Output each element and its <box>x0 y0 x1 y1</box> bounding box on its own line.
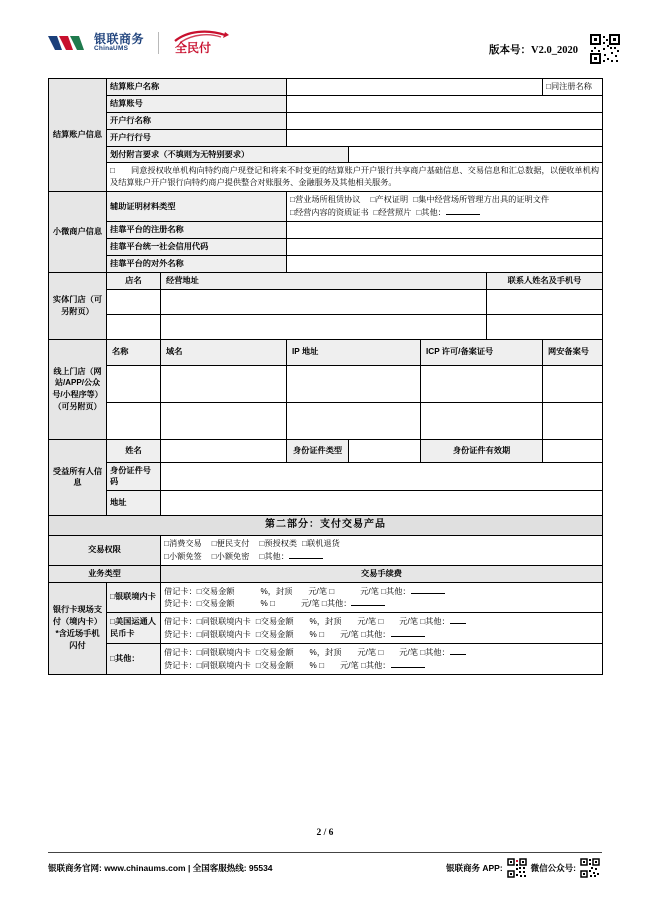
debit-pct: %，封顶 <box>309 648 342 658</box>
settlement-account-number-label: 结算账号 <box>107 95 287 112</box>
owner-address-input[interactable] <box>161 491 603 516</box>
online-store-name-input-2[interactable] <box>107 402 161 439</box>
table-row <box>49 535 603 565</box>
physical-store-section-label: 实体门店（可另附页） <box>49 272 107 339</box>
credit-unit1[interactable]: 元/笔 □其他： <box>300 599 352 609</box>
permission-option-online-refund[interactable]: □联机退货 <box>302 538 340 548</box>
physical-store-address-input-1[interactable] <box>161 289 487 314</box>
online-store-icp-input-2[interactable] <box>421 402 543 439</box>
table-row <box>49 255 603 272</box>
credit-prefix: 贷记卡： <box>164 599 197 609</box>
online-store-ip-input-1[interactable] <box>287 365 421 402</box>
table-row <box>49 365 603 402</box>
debit-same-unionpay-checkbox[interactable]: □同银联境内卡 <box>196 648 251 658</box>
online-store-name-input-1[interactable] <box>107 365 161 402</box>
credit-pct[interactable]: % □ <box>260 599 275 609</box>
table-row <box>49 339 603 365</box>
bank-code-label: 开户行行号 <box>107 129 287 146</box>
material-other-input[interactable] <box>446 206 480 215</box>
credit-prefix: 贷记卡： <box>164 660 197 670</box>
version-label: 版本号：V2.0_2020 <box>489 45 578 56</box>
online-store-icp-input-1[interactable] <box>421 365 543 402</box>
online-store-col-icp: ICP 许可/备案证号 <box>421 339 543 365</box>
debit-pct: %，封顶 <box>309 617 342 627</box>
table-row <box>49 222 603 239</box>
table-row <box>49 314 603 339</box>
settlement-account-name-label: 结算账户名称 <box>107 79 287 96</box>
qmf-logo <box>173 30 229 56</box>
platform-public-name-label: 挂靠平台的对外名称 <box>107 255 287 272</box>
authorization-checkbox[interactable]: □ <box>110 166 115 176</box>
table-row <box>49 491 603 516</box>
debit-prefix: 借记卡： <box>164 586 197 596</box>
permission-other-input[interactable] <box>289 550 323 559</box>
beneficial-owner-section-label: 受益所有人信息 <box>49 439 107 516</box>
supporting-material-options[interactable] <box>287 192 603 222</box>
other-card-fee-cell[interactable] <box>161 644 603 675</box>
qr-code-icon <box>507 858 527 878</box>
credit-unit1[interactable]: 元/笔 □其他： <box>340 660 391 670</box>
merchant-registration-form <box>48 78 603 675</box>
owner-address-label: 地址 <box>107 491 161 516</box>
credit-same-unionpay-checkbox[interactable]: □同银联境内卡 <box>196 630 251 640</box>
online-store-security-input-2[interactable] <box>543 402 603 439</box>
credit-other-input[interactable] <box>351 597 385 606</box>
card-type-other-checkbox[interactable]: □其他： <box>107 644 161 675</box>
brand-logo <box>48 30 229 56</box>
debit-other-input[interactable] <box>450 615 466 624</box>
card-present-payment-label: 银行卡现场支付（境内卡）*含近场手机闪付 <box>49 582 107 674</box>
debit-prefix: 借记卡： <box>164 617 197 627</box>
online-store-ip-input-2[interactable] <box>287 402 421 439</box>
transfer-remark-input[interactable] <box>349 146 603 163</box>
settlement-account-number-input[interactable] <box>287 95 603 112</box>
credit-amount-checkbox[interactable]: □交易金额 <box>255 630 294 640</box>
page-footer <box>48 858 608 878</box>
transaction-permission-label: 交易权限 <box>49 535 161 565</box>
bank-name-input[interactable] <box>287 112 603 129</box>
credit-pct[interactable]: % □ <box>309 630 325 640</box>
debit-pct: %，封顶 <box>260 586 293 596</box>
table-row <box>49 289 603 314</box>
debit-other-input[interactable] <box>450 646 466 655</box>
table-row <box>49 644 603 675</box>
owner-id-type-label: 身份证件类型 <box>287 439 349 462</box>
brand-name-cn: 银联商务 <box>94 32 145 47</box>
online-store-security-input-1[interactable] <box>543 365 603 402</box>
debit-unit1[interactable]: 元/笔 □ <box>308 586 335 596</box>
permission-option-no-pin[interactable]: □小额免密 <box>211 551 250 561</box>
debit-unit2[interactable]: 元/笔 □其他： <box>360 586 411 596</box>
logo-divider <box>158 32 159 54</box>
material-option-central-venue[interactable]: □集中经营场所管理方出具的证明文件 <box>413 195 550 205</box>
owner-name-label: 姓名 <box>107 439 161 462</box>
material-option-lease[interactable]: □营业场所租赁协议 <box>290 195 361 205</box>
page-number: 2 / 6 <box>316 828 334 838</box>
platform-credit-code-label: 挂靠平台统一社会信用代码 <box>107 238 287 255</box>
physical-store-col-contact: 联系人姓名及手机号 <box>487 272 603 289</box>
bank-name-label: 开户行名称 <box>107 112 287 129</box>
page-header <box>0 0 650 72</box>
credit-unit1[interactable]: 元/笔 □其他： <box>340 630 391 640</box>
footer-contact-text: 银联商务官网: www.chinaums.com | 全国客服热线: 95534 <box>48 863 273 873</box>
physical-store-col-address: 经营地址 <box>161 272 487 289</box>
authorization-text: 同意授权收单机构向特约商户现登记和将来不时变更的结算账户开户银行共享商户基础信息、交易信息和汇总数据，以便收单机构及结算账户开户银行向特约商户提供整合对账服务、金融服务及其他相关服务。 <box>110 166 600 188</box>
qr-code-icon <box>580 858 600 878</box>
brand-name-en: ChinaUMS <box>94 45 129 53</box>
table-row <box>49 582 603 613</box>
authorization-clause[interactable] <box>107 163 603 192</box>
transaction-permission-options[interactable] <box>161 535 603 565</box>
debit-amount-checkbox[interactable]: □交易金额 <box>255 648 294 658</box>
table-row <box>49 146 603 163</box>
table-row <box>49 112 603 129</box>
online-store-section-label: 线上门店（网站/APP/公众号/小程序等）（可另附页） <box>49 339 107 439</box>
physical-store-col-name: 店名 <box>107 272 161 289</box>
physical-store-contact-input-1[interactable] <box>487 289 603 314</box>
table-row <box>49 129 603 146</box>
debit-other-input[interactable] <box>411 585 445 594</box>
platform-register-name-label: 挂靠平台的注册名称 <box>107 222 287 239</box>
online-store-col-name: 名称 <box>107 339 161 365</box>
online-store-col-ip: IP 地址 <box>287 339 421 365</box>
physical-store-name-input-2[interactable] <box>107 314 161 339</box>
material-option-ownership[interactable]: □产权证明 <box>370 195 409 205</box>
physical-store-name-input-1[interactable] <box>107 289 161 314</box>
online-store-domain-input-2[interactable] <box>161 402 287 439</box>
debit-prefix: 借记卡： <box>164 648 197 658</box>
permission-option-preauth[interactable]: □预授权类 <box>259 538 298 548</box>
table-row <box>49 402 603 439</box>
settlement-section-label: 结算账户信息 <box>49 79 107 192</box>
owner-id-number-input[interactable] <box>161 462 603 491</box>
online-store-domain-input-1[interactable] <box>161 365 287 402</box>
micro-merchant-section-label: 小微商户信息 <box>49 192 107 272</box>
material-option-photo[interactable]: □经营照片 <box>373 208 412 218</box>
owner-id-validity-label: 身份证件有效期 <box>421 439 543 462</box>
qr-code-icon <box>590 34 620 64</box>
table-row <box>49 462 603 491</box>
physical-store-address-input-2[interactable] <box>161 314 487 339</box>
card-type-amex-checkbox[interactable]: □美国运通人民币卡 <box>107 613 161 644</box>
credit-prefix: 贷记卡： <box>164 630 197 640</box>
debit-amount-checkbox[interactable]: □交易金额 <box>196 586 235 596</box>
owner-id-validity-input[interactable] <box>543 439 603 462</box>
card-type-unionpay-checkbox[interactable]: □银联境内卡 <box>107 582 161 613</box>
credit-other-input[interactable] <box>391 659 425 668</box>
transfer-remark-label: 划付附言要求（不填则为无特别要求） <box>107 146 349 163</box>
unionpay-fee-cell[interactable] <box>161 582 603 613</box>
table-row <box>49 516 603 536</box>
permission-option-no-signature[interactable]: □小额免签 <box>164 551 202 561</box>
permission-option-convenience[interactable]: □便民支付 <box>211 538 250 548</box>
credit-same-unionpay-checkbox[interactable]: □同银联境内卡 <box>196 660 251 670</box>
credit-amount-checkbox[interactable]: □交易金额 <box>196 599 235 609</box>
transaction-fee-label: 交易手续费 <box>161 565 603 582</box>
chinaums-logo-icon <box>48 33 86 53</box>
physical-store-contact-input-2[interactable] <box>487 314 603 339</box>
debit-unit2[interactable]: 元/笔 □其他： <box>399 617 450 627</box>
table-row <box>49 613 603 644</box>
debit-unit2[interactable]: 元/笔 □其他： <box>399 648 450 658</box>
footer-qr-group <box>446 858 608 878</box>
table-row <box>49 272 603 289</box>
footer-wechat-label: 微信公众号: <box>530 863 576 873</box>
table-row <box>49 565 603 582</box>
business-type-label: 业务类型 <box>49 565 161 582</box>
platform-public-name-input[interactable] <box>287 255 603 272</box>
owner-name-input[interactable] <box>161 439 287 462</box>
table-row <box>49 192 603 222</box>
part-two-title: 第二部分：支付交易产品 <box>49 516 603 536</box>
platform-credit-code-input[interactable] <box>287 238 603 255</box>
table-row <box>49 238 603 255</box>
same-registered-name-checkbox[interactable]: □同注册名称 <box>543 79 603 96</box>
footer-app-label: 银联商务 APP: <box>445 863 503 873</box>
settlement-account-name-input[interactable] <box>287 79 543 96</box>
debit-unit1[interactable]: 元/笔 □ <box>357 648 384 658</box>
material-option-other[interactable]: □其他： <box>416 208 446 218</box>
debit-amount-checkbox[interactable]: □交易金额 <box>255 617 294 627</box>
material-option-qualification[interactable]: □经营内容的资质证书 <box>290 208 369 218</box>
credit-amount-checkbox[interactable]: □交易金额 <box>255 660 294 670</box>
owner-id-type-input[interactable] <box>349 439 421 462</box>
qmf-brand-text: 全民付 <box>175 41 212 55</box>
permission-option-other[interactable]: □其他： <box>259 551 289 561</box>
brand-logo-text <box>94 33 144 53</box>
permission-option-consume[interactable]: □消费交易 <box>164 538 202 548</box>
platform-register-name-input[interactable] <box>287 222 603 239</box>
credit-pct[interactable]: % □ <box>309 660 325 670</box>
table-row <box>49 439 603 462</box>
table-row <box>49 163 603 192</box>
online-store-col-domain: 域名 <box>161 339 287 365</box>
table-row <box>49 95 603 112</box>
supporting-material-label: 辅助证明材料类型 <box>107 192 287 222</box>
credit-other-input[interactable] <box>391 628 425 637</box>
table-row <box>49 79 603 96</box>
bank-code-input[interactable] <box>287 129 603 146</box>
debit-same-unionpay-checkbox[interactable]: □同银联境内卡 <box>196 617 251 627</box>
online-store-col-security: 网安备案号 <box>543 339 603 365</box>
amex-fee-cell[interactable] <box>161 613 603 644</box>
footer-divider <box>48 852 602 853</box>
debit-unit1[interactable]: 元/笔 □ <box>357 617 384 627</box>
owner-id-number-label: 身份证件号码 <box>107 462 161 491</box>
